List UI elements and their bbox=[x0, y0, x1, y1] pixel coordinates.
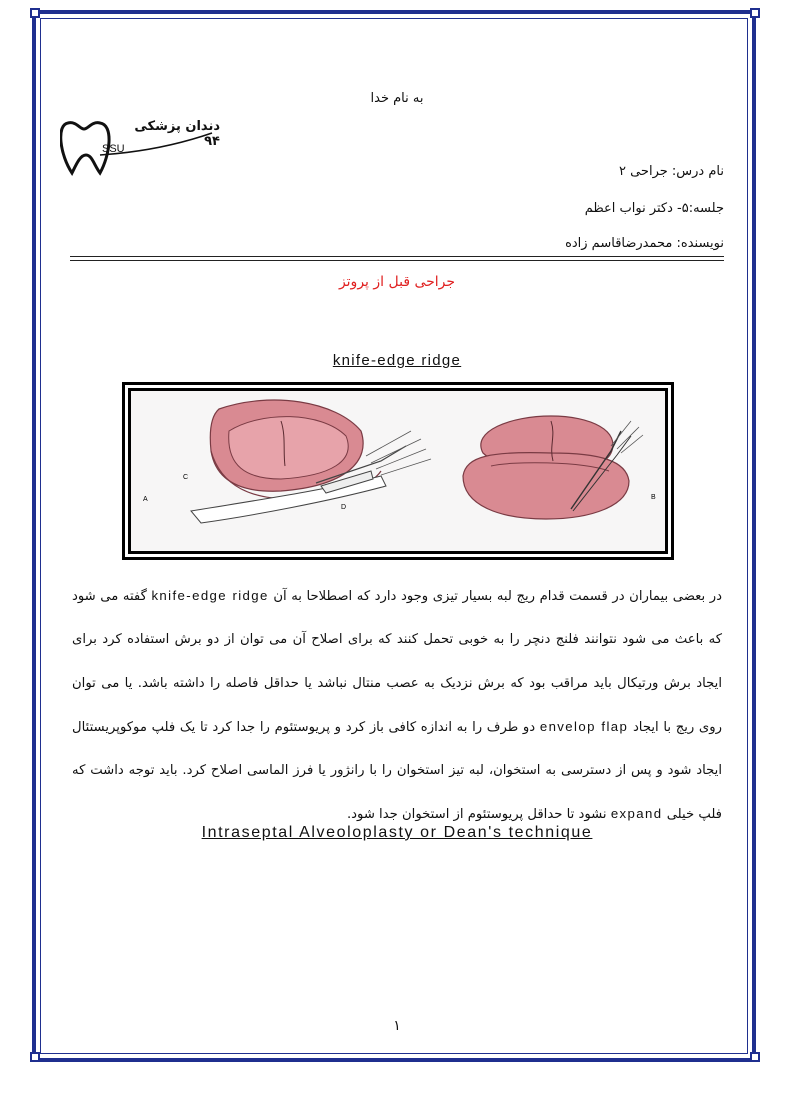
term-knife-edge-ridge: knife-edge ridge bbox=[151, 588, 269, 603]
border-corner bbox=[750, 1052, 760, 1062]
page-number: ۱ bbox=[393, 1018, 401, 1034]
ridge-illustration bbox=[131, 391, 671, 557]
logo-text: دندان پزشکی ۹۴ bbox=[134, 119, 220, 149]
heading-knife-edge-ridge: knife-edge ridge bbox=[332, 352, 462, 369]
paragraph-text-1: در بعضی بیماران در قسمت قدام ریج لبه بسیار تیزی وجود دارد که اصطلاحا به آن bbox=[273, 589, 722, 604]
author-name: نویسنده: محمدرضاقاسم زاده bbox=[565, 236, 724, 251]
paragraph-text-4: نشود تا حداقل پریوستئوم از استخوان جدا شود. bbox=[346, 807, 607, 823]
figure-label-a: A bbox=[143, 496, 148, 503]
body-paragraph bbox=[72, 574, 722, 837]
border-corner bbox=[750, 8, 760, 18]
figure-label-d: D bbox=[341, 504, 347, 511]
border-corner bbox=[30, 8, 40, 18]
figure-label-b: B bbox=[651, 494, 656, 501]
session-info: جلسه:۵- دکتر نواب اعظم bbox=[584, 201, 724, 216]
logo-sub-text: SSU bbox=[102, 143, 125, 155]
figure-label-c: C bbox=[183, 474, 189, 481]
ridge-illustration-frame bbox=[122, 382, 674, 560]
section-title: جراحی قبل از پروتز bbox=[338, 274, 456, 290]
term-envelop-flap: envelop flap bbox=[539, 718, 629, 734]
bismillah: به نام خدا bbox=[370, 91, 424, 106]
header-divider bbox=[70, 256, 724, 257]
heading-intraseptal-alveoloplasty: Intraseptal Alveoloplasty or Dean's technique bbox=[201, 824, 593, 841]
ssu-dentistry-logo bbox=[60, 115, 220, 180]
header-divider bbox=[70, 260, 724, 261]
course-name: نام درس: جراحی ۲ bbox=[618, 164, 724, 179]
term-expand: expand bbox=[610, 806, 663, 822]
border-corner bbox=[30, 1052, 40, 1062]
paragraph-text-3: دو طرف را به اندازه کافی باز کرد و پریوستئوم را جدا کرد تا یک فلپ موکوپریستئال ایجاد شود و پس از دسترسی به استخوان، لبه تیز استخوان را با رانژور یا فرز الماسی اصلاح کرد. باید توجه داشت که فلپ خیلی bbox=[72, 719, 722, 823]
paragraph-text-2: گفته می شود که باعث می شود نتوانند فلنج دنچر را به خوبی تحمل کنند که برای اصلاح آن می توان از دو برش استفاده کرد برای ایجاد برش ورتیکال باید مراقب بود که برش نزدیک به عصب منتال نباشد یا حداقل فاصله را داشته باشد. یا می توان روی ریج با ایجاد bbox=[72, 589, 722, 735]
